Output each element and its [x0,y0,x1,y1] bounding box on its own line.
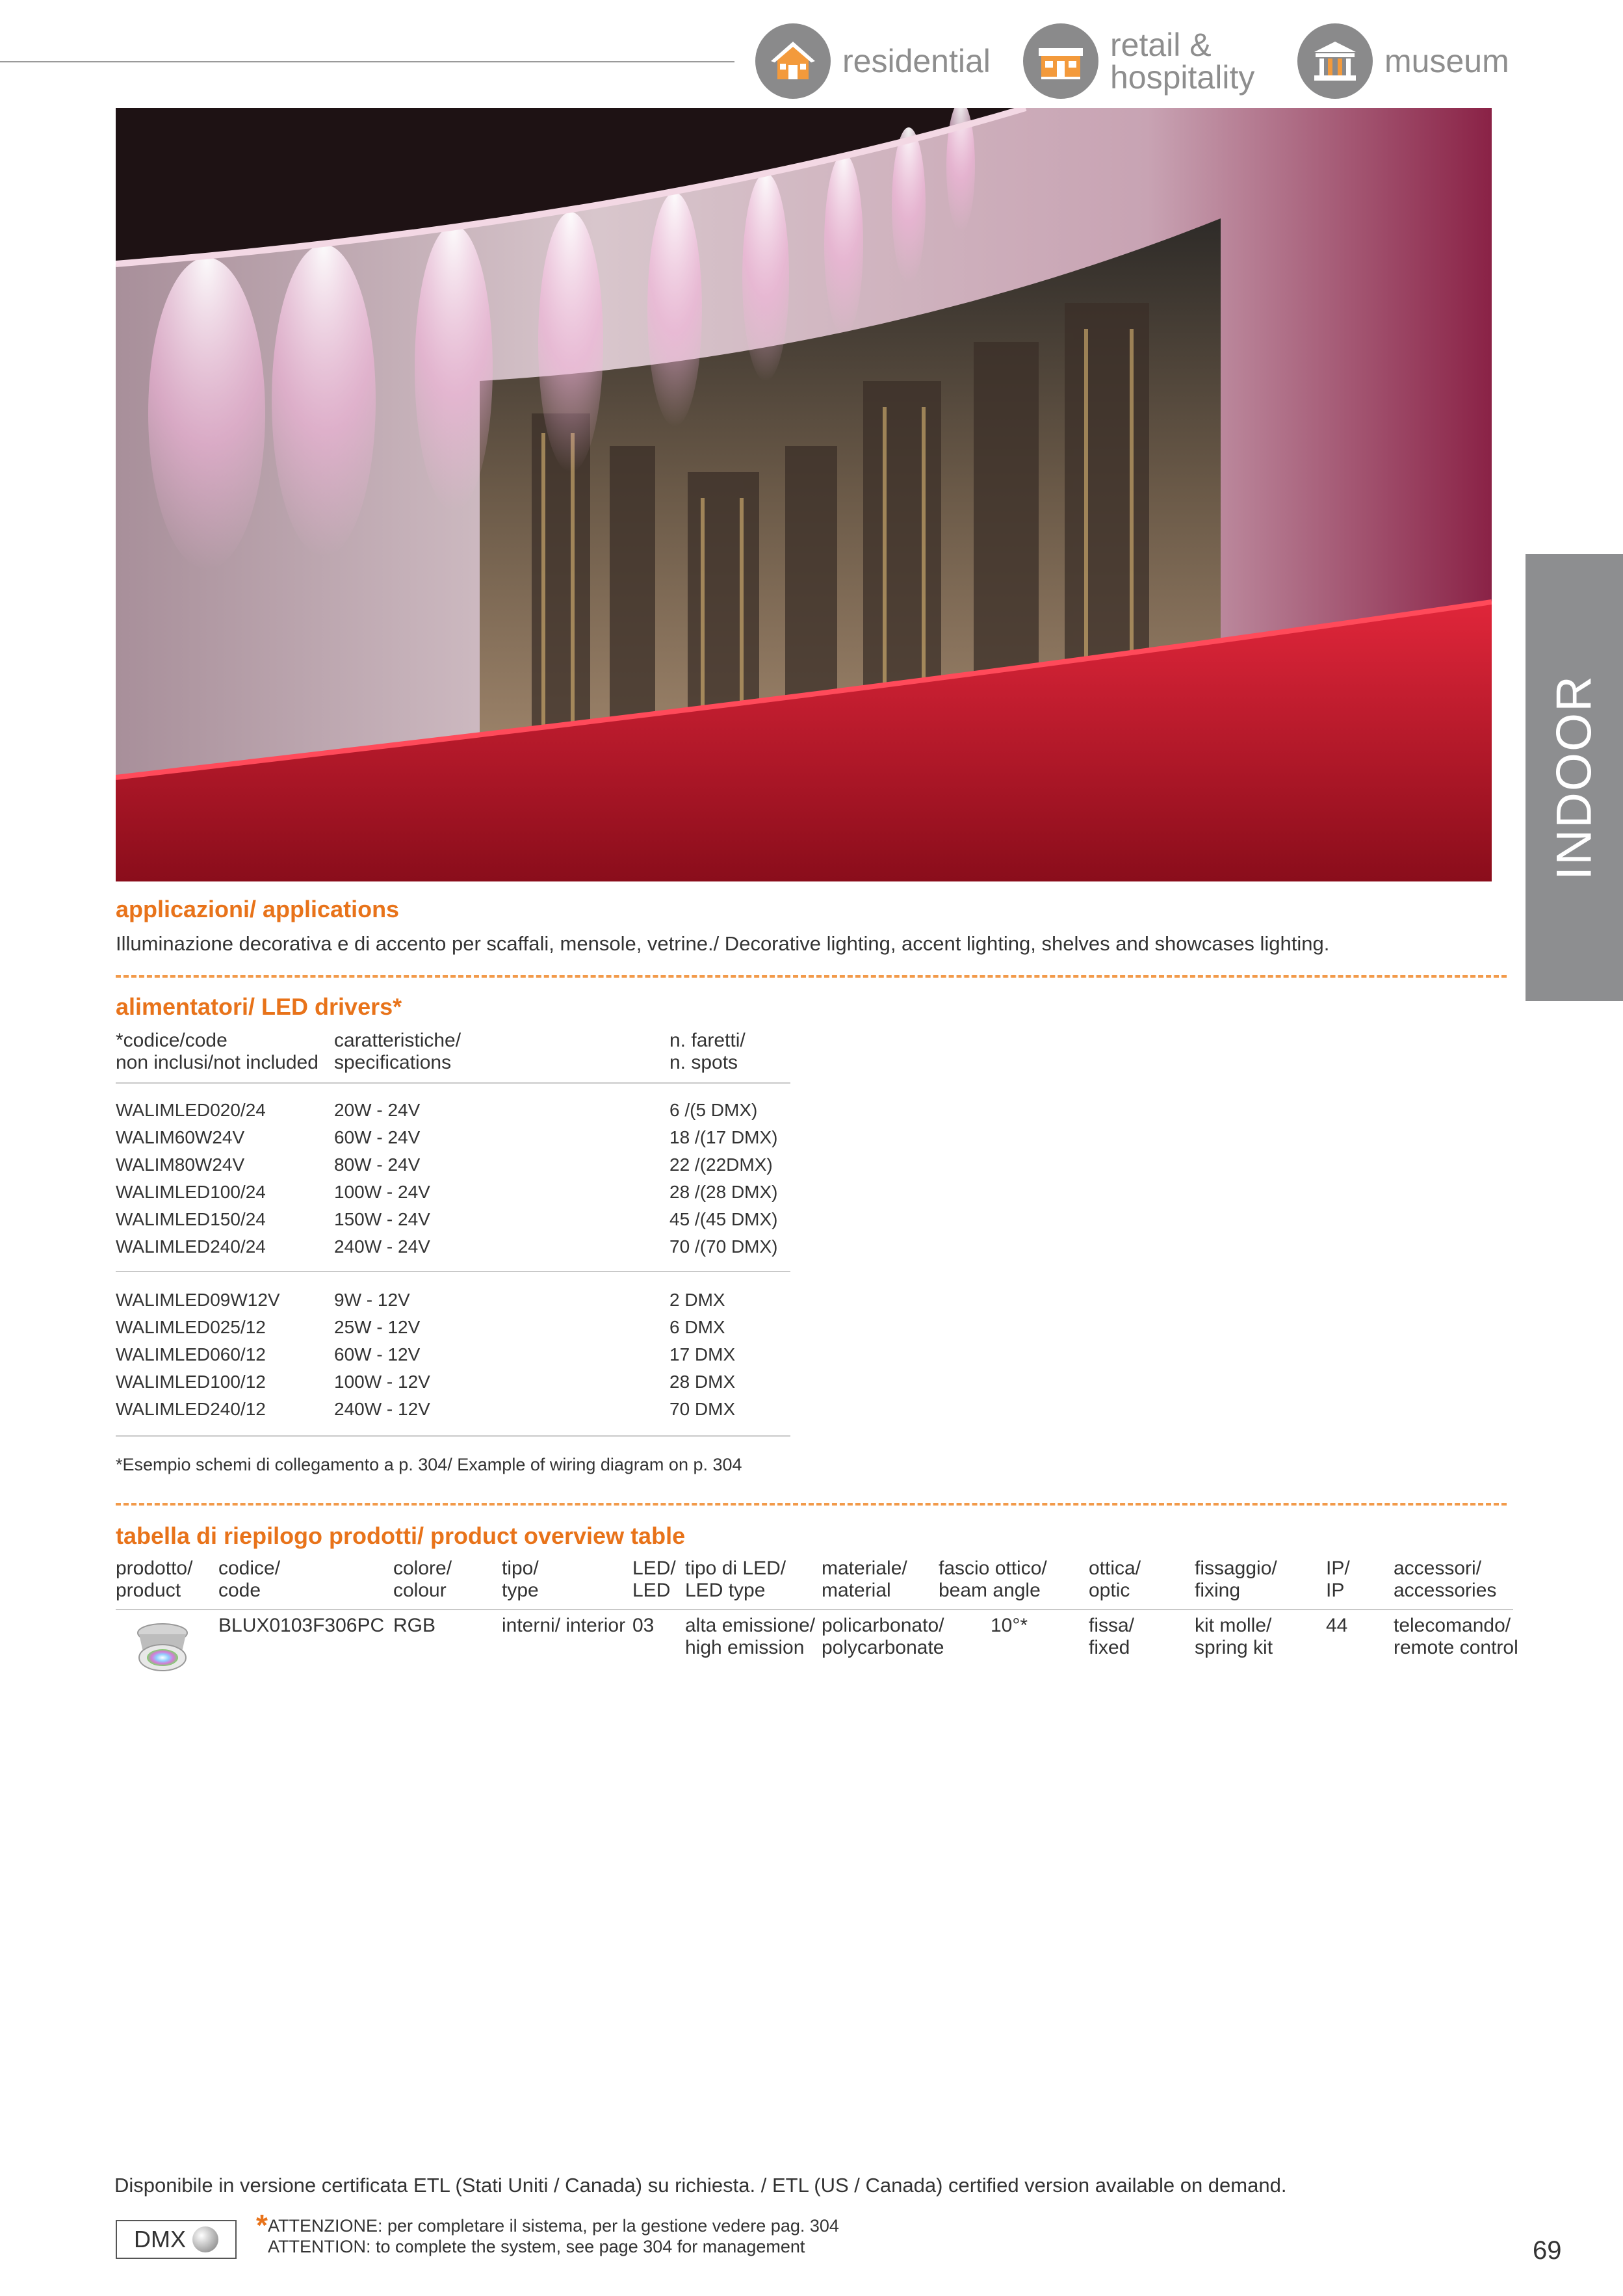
header-line1: fissaggio/ [1195,1558,1277,1579]
table-cell-spots: 6 /(5 DMX) [669,1100,758,1120]
header-line2: specifications [334,1052,452,1073]
overview-cell-led-type [685,1615,815,1659]
table-cell-spec: 9W - 12V [334,1290,410,1310]
header-line1: codice/ [218,1558,281,1579]
category-label-line2: hospitality [1110,59,1255,96]
overview-cell-material [822,1615,944,1659]
table-rule [116,1435,790,1437]
table-cell-spots: 18 /(17 DMX) [669,1127,778,1147]
table-cell-code: WALIMLED100/24 [116,1182,266,1202]
product-thumbnail[interactable] [127,1619,198,1676]
table-cell-spots: 22 /(22DMX) [669,1155,773,1175]
header-line1: n. faretti/ [669,1030,746,1051]
etl-note: Disponibile in versione certificata ETL (Stati Uniti / Canada) su richiesta. / ETL (US / Canada) certified version available on demand. [114,2174,1287,2197]
cell-line2: high emission [685,1637,805,1658]
overview-cell-fixing [1195,1615,1273,1659]
cell-line2: fixed [1089,1637,1130,1658]
overview-cell-led: 03 [632,1615,655,1636]
table-cell-spots: 2 DMX [669,1290,725,1310]
header-line2: type [502,1580,539,1601]
header-line2: optic [1089,1580,1130,1601]
header-line2: IP [1326,1580,1345,1601]
cell-line1: alta emissione/ [685,1615,816,1636]
overview-cell-beam: 10°* [991,1615,1028,1636]
attention-asterisk: * [256,2208,268,2242]
table-cell-spec: 20W - 24V [334,1100,421,1120]
shop-icon [1023,23,1098,99]
table-cell-spec: 100W - 12V [334,1372,430,1392]
cell-line2: remote control [1394,1637,1518,1658]
table-cell-code: WALIM80W24V [116,1155,245,1175]
header-line2: product [116,1580,181,1601]
table-cell-code: WALIMLED09W12V [116,1290,280,1310]
table-cell-spec: 150W - 24V [334,1209,430,1229]
header-line1: colore/ [393,1558,452,1579]
attention-note [268,2215,839,2257]
table-cell-spots: 70 /(70 DMX) [669,1236,778,1257]
page-number: 69 [1533,2236,1562,2265]
header-line2: n. spots [669,1052,738,1073]
overview-header-beam [939,1558,1047,1602]
table-cell-spec: 240W - 12V [334,1399,430,1419]
table-cell-spots: 17 DMX [669,1344,736,1364]
table-rule [116,1271,790,1272]
header-line2: LED [632,1580,671,1601]
header-rule [0,61,734,62]
table-cell-spec: 60W - 24V [334,1127,421,1147]
attention-it: ATTENZIONE: per completare il sistema, per la gestione vedere pag. 304 [268,2216,839,2236]
overview-header-led-type [685,1558,786,1602]
table-cell-code: WALIMLED020/24 [116,1100,266,1120]
drivers-title: alimentatori/ LED drivers* [116,993,402,1020]
header-line1: tipo di LED/ [685,1558,786,1579]
table-cell-code: WALIMLED100/12 [116,1372,266,1392]
cell-line1: telecomando/ [1394,1615,1511,1636]
header-line1: materiale/ [822,1558,907,1579]
cell-line2: polycarbonate [822,1637,944,1658]
table-cell-spots: 70 DMX [669,1399,736,1419]
table-cell-code: WALIMLED060/12 [116,1344,266,1364]
table-cell-spec: 60W - 12V [334,1344,421,1364]
header-line1: IP/ [1326,1558,1350,1579]
table-rule [116,1082,790,1084]
table-cell-code: WALIM60W24V [116,1127,245,1147]
overview-cell-colour: RGB [393,1615,436,1636]
table-cell-code: WALIMLED240/24 [116,1236,266,1257]
section-tab-indoor[interactable] [1526,554,1623,1001]
category-label: residential [842,43,991,79]
category-museum[interactable] [1297,23,1509,99]
table-rule [116,1609,1513,1610]
header-line1: *codice/code [116,1030,227,1051]
header-line2: beam angle [939,1580,1041,1601]
header-line2: material [822,1580,891,1601]
header-line2: code [218,1580,261,1601]
museum-icon [1297,23,1373,99]
house-icon [755,23,831,99]
dmx-badge [116,2220,237,2259]
table-cell-code: WALIMLED150/24 [116,1209,266,1229]
overview-header-code [218,1558,280,1602]
category-residential[interactable] [755,23,991,99]
header-line1: accessori/ [1394,1558,1482,1579]
drivers-header-spots [669,1030,746,1074]
category-label: museum [1384,43,1509,79]
table-cell-spec: 100W - 24V [334,1182,430,1202]
table-cell-code: WALIMLED025/12 [116,1317,266,1337]
header-line2: colour [393,1580,447,1601]
cell-line1: policarbonato/ [822,1615,944,1636]
table-cell-spec: 80W - 24V [334,1155,421,1175]
table-cell-spots: 28 /(28 DMX) [669,1182,778,1202]
dashed-divider [116,1503,1507,1506]
category-label-block [1110,29,1254,94]
header-line1: fascio ottico/ [939,1558,1047,1579]
cell-line2: spring kit [1195,1637,1273,1658]
category-retail-hospitality[interactable] [1023,23,1254,99]
drivers-header-spec [334,1030,461,1074]
drivers-footnote: *Esempio schemi di collegamento a p. 304/ Example of wiring diagram on p. 304 [116,1455,742,1474]
overview-header-accessories [1394,1558,1496,1602]
overview-cell-accessories [1394,1615,1518,1659]
applications-title: applicazioni/ applications [116,896,400,922]
overview-header-colour [393,1558,452,1602]
header-line2: accessories [1394,1580,1497,1601]
section-tab-label: INDOOR [1546,675,1602,880]
header-line2: non inclusi/not included [116,1052,318,1073]
overview-header-product [116,1558,192,1602]
overview-header-type [502,1558,539,1602]
header-line1: prodotto/ [116,1558,193,1579]
dashed-divider [116,975,1507,978]
header-line1: caratteristiche/ [334,1030,461,1051]
application-photo [116,108,1492,881]
header-line2: fixing [1195,1580,1241,1601]
overview-cell-optic [1089,1615,1134,1659]
header-line1: tipo/ [502,1558,539,1579]
dmx-label: DMX [134,2226,186,2252]
overview-cell-code: BLUX0103F306PC [218,1615,385,1636]
table-cell-spots: 6 DMX [669,1317,725,1337]
drivers-header-code [116,1030,318,1074]
overview-cell-type: interni/ interior [502,1615,626,1636]
table-cell-spec: 25W - 12V [334,1317,421,1337]
cell-line1: fissa/ [1089,1615,1135,1636]
overview-header-fixing [1195,1558,1277,1602]
overview-header-optic [1089,1558,1141,1602]
overview-title: tabella di riepilogo prodotti/ product overview table [116,1522,686,1549]
overview-cell-ip: 44 [1326,1615,1348,1636]
header-line1: LED/ [632,1558,676,1579]
overview-header-ip [1326,1558,1350,1602]
header-line1: ottica/ [1089,1558,1141,1579]
cell-line1: kit molle/ [1195,1615,1272,1636]
table-cell-code: WALIMLED240/12 [116,1399,266,1419]
applications-text: Illuminazione decorativa e di accento per scaffali, mensole, vetrine./ Decorative lighting, accent lighting, shelves and showcases lighting. [116,932,1330,955]
header-line2: LED type [685,1580,766,1601]
table-cell-spots: 45 /(45 DMX) [669,1209,778,1229]
table-cell-spec: 240W - 24V [334,1236,430,1257]
category-label-line1: retail & [1110,27,1212,63]
attention-en: ATTENTION: to complete the system, see page 304 for management [268,2237,805,2256]
dmx-sphere-icon [192,2226,218,2252]
overview-header-led [632,1558,676,1602]
table-cell-spots: 28 DMX [669,1372,736,1392]
overview-header-material [822,1558,907,1602]
